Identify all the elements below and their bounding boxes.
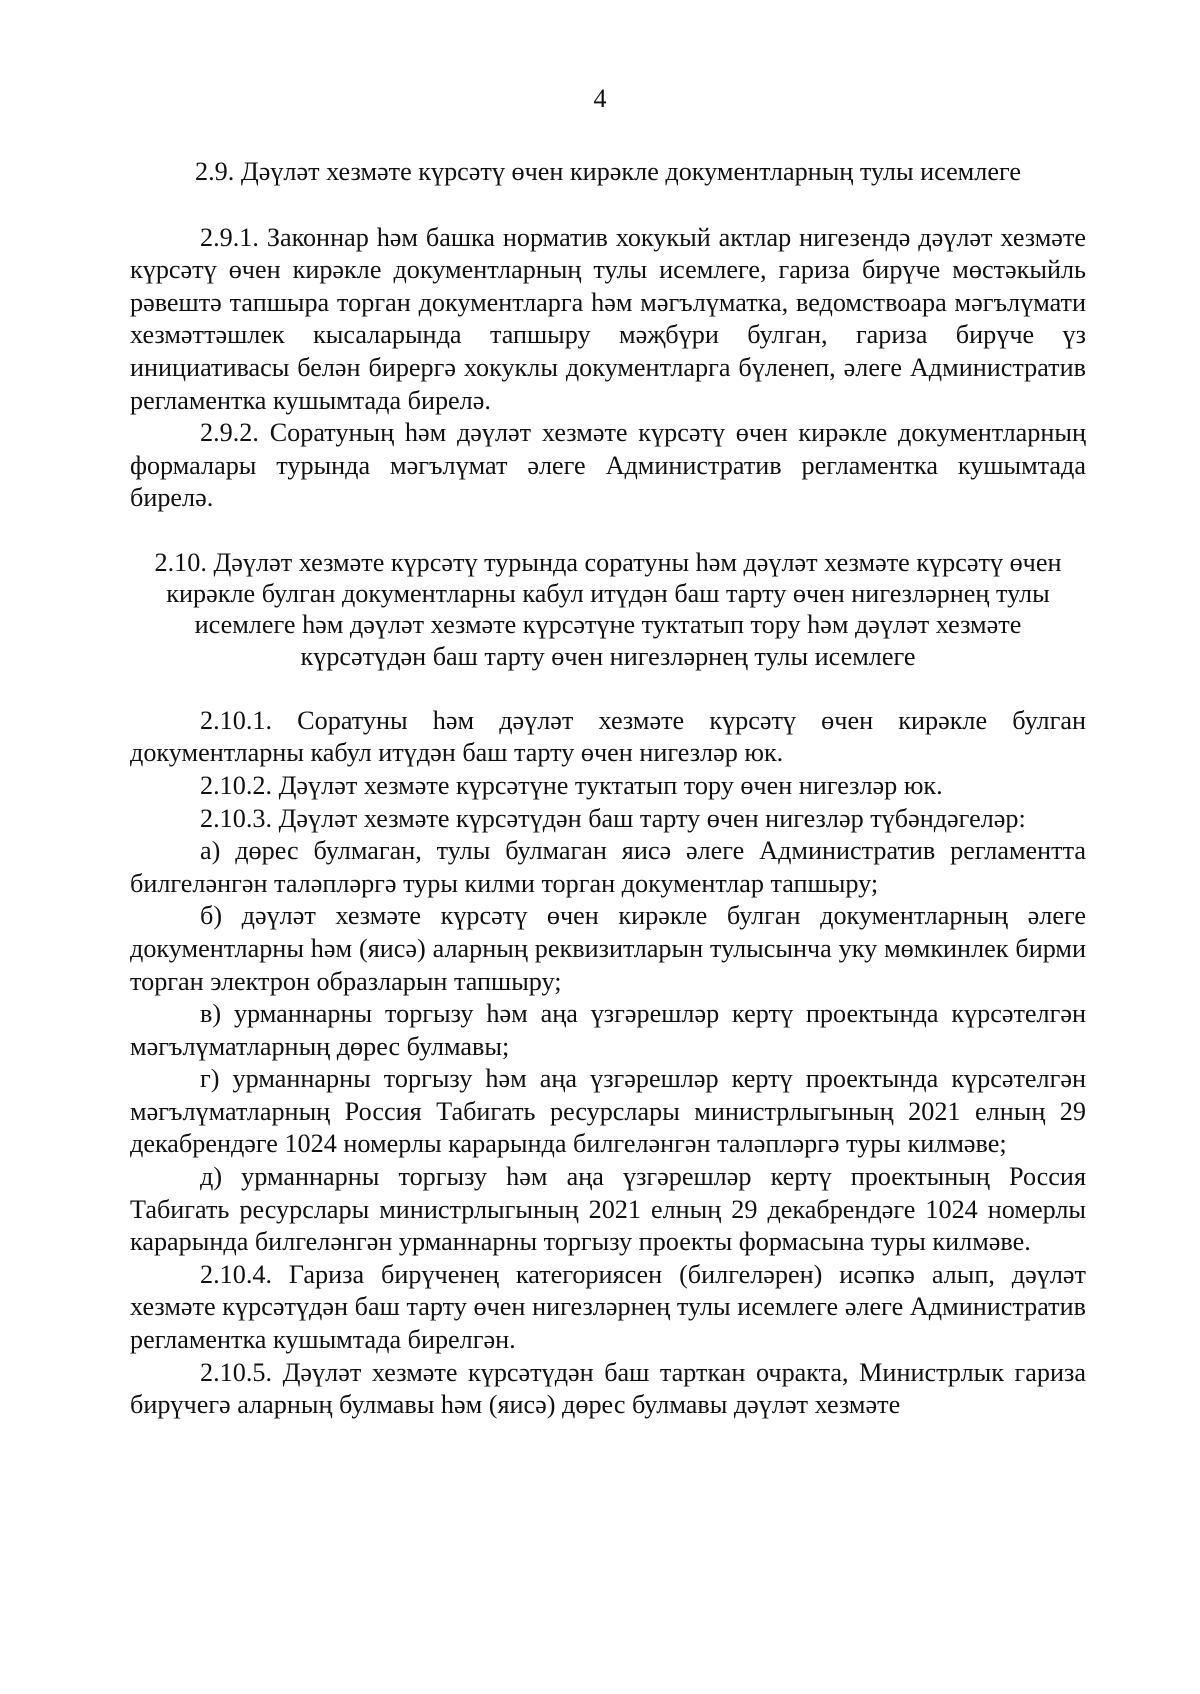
paragraph-2-10-2: 2.10.2. Дәүләт хезмәте күрсәтүне туктатып тору өчен нигезләр юк. <box>200 770 943 800</box>
section-heading-2-9: 2.9. Дәүләт хезмәте күрсәтү өчен кирәкле документларның тулы исемлеге <box>195 157 1021 186</box>
paragraph-2-10-5: 2.10.5. Дәүләт хезмәте күрсәтүдән баш тарткан очракта, Министрлык гариза бирүчегә аларның булмавы һәм (яисә) дөрес булмавы дәүләт хезмәте <box>130 1357 1086 1420</box>
paragraph-2-9-1: 2.9.1. Законнар һәм башка норматив хокукый актлар нигезендә дәүләт хезмәте күрсәтү өчен кирәкле документларның тулы исемлеге, гариза бирүче мөстәкыйль рәвештә тапшыра торган документларга һәм мәгълүматка, ведомствоара мәгълүмати хезмәттәшлек кысаларында тапшыру мәҗбүри булган, гариза бирүче үз инициативасы белән бирергә хокуклы документларга бүленеп, әлеге Административ регламентка кушымтада бирелә. <box>130 222 1086 415</box>
list-item-v: в) урманнарны торгызу һәм аңа үзгәрешләр кертү проектында күрсәтелгән мәгълүматларның дөрес булмавы; <box>130 999 1086 1061</box>
paragraph-2-10-1: 2.10.1. Соратуны һәм дәүләт хезмәте күрсәтү өчен кирәкле булган документларны кабул итүдән баш тарту өчен нигезләр юк. <box>130 705 1086 768</box>
list-item-a: а) дөрес булмаган, тулы булмаган яисә әлеге Административ регламентта билгеләнгән таләпләргә туры килми торган документлар тапшыру; <box>130 836 1086 898</box>
list-item-g: г) урманнарны торгызу һәм аңа үзгәрешләр кертү проектында күрсәтелгән мәгълүматларның Россия Табигать ресурслары министрлыгының 2021 елның 29 декабрендәге 1024 номерлы карарында билгеләнгән таләпләргә туры килмәве; <box>130 1064 1086 1159</box>
paragraph-2-9-2: 2.9.2. Соратуның һәм дәүләт хезмәте күрсәтү өчен кирәкле документларның формалары турында мәгълүмат әлеге Административ регламентка кушымтада бирелә. <box>130 418 1086 513</box>
paragraph-2-10-3: 2.10.3. Дәүләт хезмәте күрсәтүдән баш тарту өчен нигезләр түбәндәгеләр: <box>200 803 1026 833</box>
list-item-d: д) урманнарны торгызу һәм аңа үзгәрешләр кертү проектының Россия Табигать ресурслары министрлыгының 2021 елның 29 декабрендәге 1024 номерлы карарында билгеләнгән урманнарны торгызу проекты формасына туры килмәве. <box>130 1162 1086 1257</box>
paragraph-2-10-4: 2.10.4. Гариза бирүченең категориясен (билгеләрен) исәпкә алып, дәүләт хезмәте күрсәтүдән баш тарту өчен нигезләрнең тулы исемлеге әлеге Административ регламентка кушымтада бирелгән. <box>130 1259 1086 1355</box>
list-item-b: б) дәүләт хезмәте күрсәтү өчен кирәкле булган документларның әлеге документларны һәм (яисә) аларның реквизитларын тулысынча уку мөмкинлек бирми торган электрон образларын тапшыру; <box>130 901 1086 996</box>
document-body <box>130 156 1086 1422</box>
page-number: 4 <box>593 84 607 113</box>
section-heading-2-10: 2.10. Дәүләт хезмәте күрсәтү турында соратуны һәм дәүләт хезмәте күрсәтү өчен кирәкле булган документларны кабул итүдән баш тарту өчен нигезләрнең тулы исемлеге һәм дәүләт хезмәте күрсәтүне туктатып тору һәм дәүләт хезмәте күрсәтүдән баш тарту өчен нигезләрнең тулы исемлеге <box>154 547 1062 671</box>
